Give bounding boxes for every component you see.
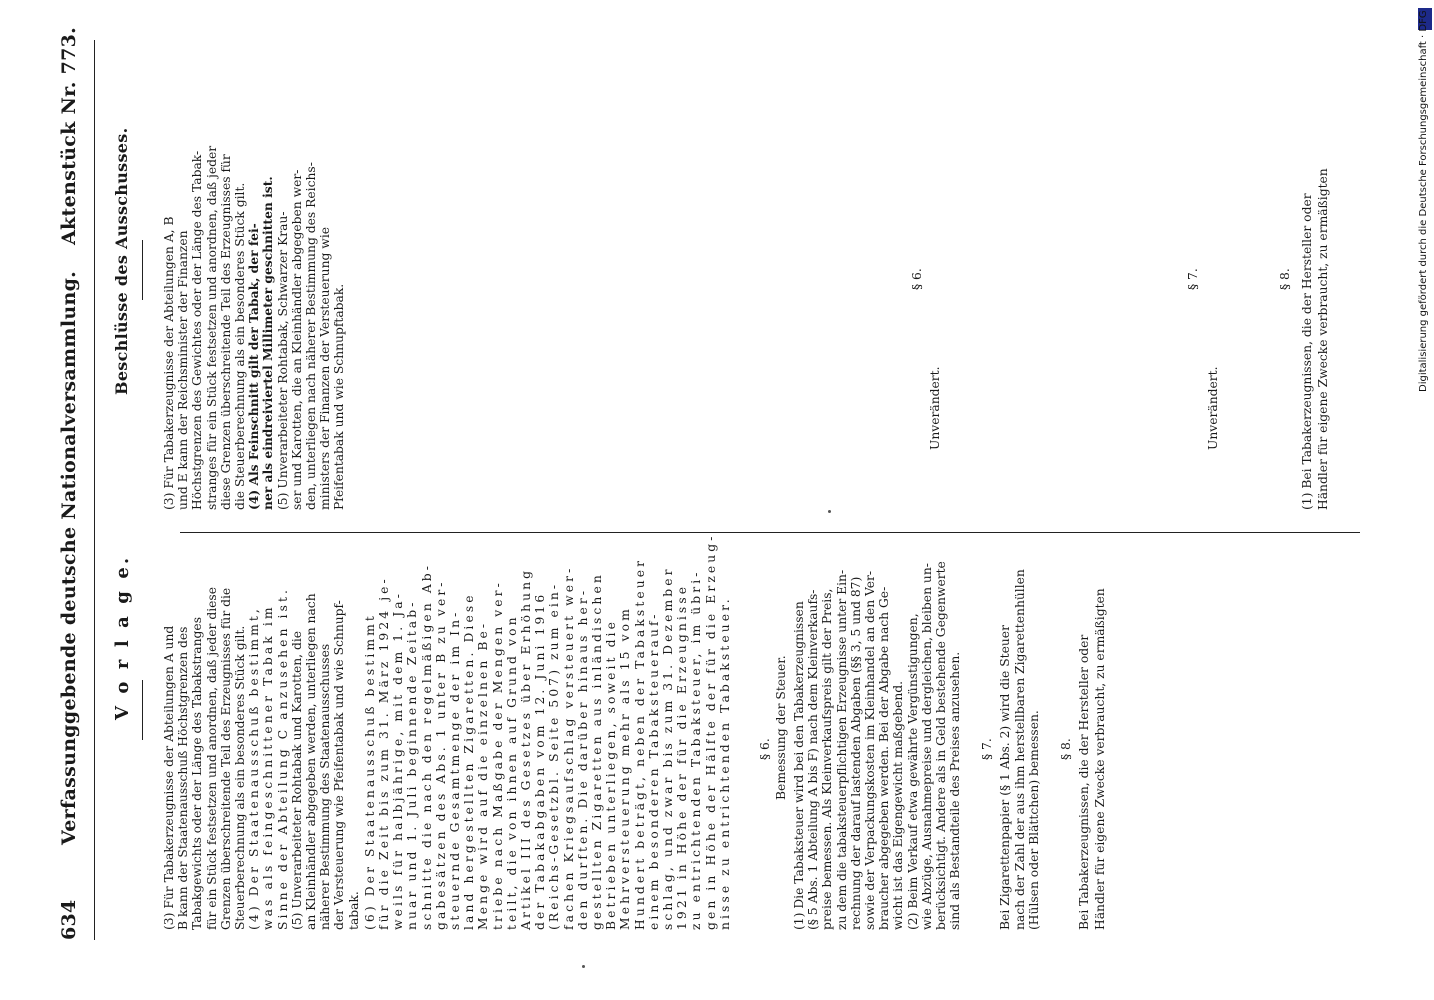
vorlage-para-5-line: an Kleinhändler abgegeben werden, unterliegen nach — [304, 593, 318, 930]
document-label: Aktenstück Nr. 773. — [58, 26, 80, 245]
vorlage-para-6-line: Mehrversteuerung mehr als 15 vom — [618, 606, 633, 930]
vorlage-section-8-title: § 8. — [1059, 738, 1073, 760]
document-title: Verfassunggebende deutsche Nationalversammlung. — [58, 270, 80, 845]
beschluesse-para-5-line: den, unterliegen nach näherer Bestimmung des Reichs- — [304, 162, 318, 510]
vorlage-section-8-line: Händler für eigene Zwecke verbraucht, zu ermäßigten — [1093, 588, 1108, 930]
vorlage-para-6-line: Hundert beträgt, neben der Tabaksteuer — [632, 557, 647, 930]
vorlage-para-6-line: triebe nach Maßgabe der Mengen ver- — [490, 580, 505, 930]
beschluesse-para-5-line: ministers der Finanzen der Versteuerung wie — [318, 226, 333, 510]
vorlage-section-6-para-1-line: wicht ist das Eigengewicht maßgebend. — [891, 680, 906, 930]
vorlage-section-6-para-2-line: wie Abzüge, Ausnahmepreise und dergleichen, bleiben un- — [919, 563, 934, 930]
beschluesse-para-3-line: Höchstgrenzen des Gewichtes oder der Länge des Tabak- — [190, 150, 205, 510]
vorlage-para-3-line: für ein Stück festsetzen und anordnen, daß jeder diese — [204, 586, 219, 930]
beschluesse-heading-rule — [142, 240, 143, 300]
vorlage-heading-rule — [142, 680, 143, 740]
vorlage-section-7-line: (Hülsen oder Blättchen) bemessen. — [1026, 710, 1041, 930]
vorlage-para-6-line: gabesätzen des Abs. 1 unter B zu ver- — [433, 579, 448, 930]
vorlage-para-3-line: (3) Für Tabakerzeugnisse der Abteilungen A und — [162, 625, 176, 930]
vorlage-section-7-line: nach der Zahl der aus ihm herstellbaren Zigarettenhüllen — [1012, 569, 1027, 930]
vorlage-para-6-line: für die Zeit bis zum 31. März 1924 je- — [377, 576, 391, 930]
vorlage-para-4-line: (4) Der Staatenausschuß bestimmt, — [247, 606, 262, 930]
dfg-credit: Digitalisierung gefördert durch die Deutsche Forschungsgemeinschaft · DFG — [1418, 10, 1429, 392]
vorlage-section-6-para-1-line: preise bemessen. Als Kleinverkaufspreis gilt der Preis, — [820, 588, 835, 930]
beschluesse-para-5-line: (5) Unverarbeiteter Rohtabak, Schwarzer Krau- — [275, 211, 290, 510]
beschluesse-para-3-line: stranges für ein Stück festsetzen und anordnen, daß jeder — [204, 145, 219, 510]
vorlage-para-6-line: der Tabakabgaben vom 12. Juni 1916 — [533, 591, 548, 930]
beschluesse-para-3-line: und E kann der Reichsminister der Finanzen — [176, 230, 191, 510]
vorlage-para-6-line: weils für halbjährige, mit dem 1. Ja- — [391, 591, 406, 930]
vorlage-para-5-line: näherer Bestimmung des Staatenausschusses — [318, 643, 333, 930]
vorlage-section-6-para-1-line: braucher abgegeben werden. Bei der Abgabe nach Ge- — [877, 586, 892, 930]
vorlage-para-5-line: der Versteuerung wie Pfeifentabak und wie Schnupf- — [332, 600, 347, 930]
vorlage-para-6-line: Betrieben unterliegen, soweit die — [604, 619, 619, 930]
beschluesse-section-8-line: (1) Bei Tabakerzeugnissen, die der Hersteller oder — [1300, 193, 1314, 510]
vorlage-para-6-line: nuar und 1. Juli beginnende Zeitab- — [405, 599, 420, 930]
vorlage-section-6-para-1-line: (§ 5 Abs. 1 Abteilung A bis F) nach dem Kleinverkaufs- — [806, 589, 821, 930]
vorlage-section-8-line: Bei Tabakerzeugnissen, die der Hersteller oder — [1077, 634, 1091, 930]
beschluesse-para-4-line: (4) Als Feinschnitt gilt der Tabak, der fei- — [246, 223, 262, 510]
vorlage-para-6-line: steuernde Gesamtmenge der im In- — [448, 609, 462, 930]
beschluesse-section-7-title: § 7. — [1186, 268, 1200, 290]
vorlage-para-5-line: (5) Unverarbeiteter Rohtabak und Karotten, die — [289, 630, 304, 930]
vorlage-para-6-line: fachen Kriegsaufschlag versteuert wer- — [561, 565, 576, 930]
vorlage-section-6-para-1-line: rechnung der darauf lastenden Abgaben (§§ 3, 5 und 87) — [848, 576, 863, 930]
beschluesse-para-5-line: ser und Karotten, die an Kleinhändler abgegeben wer- — [289, 169, 304, 510]
vorlage-para-6-line: (Reichs-Gesetzbl. Seite 507) zum ein- — [547, 581, 562, 930]
beschluesse-section-6-title: § 6. — [910, 268, 924, 290]
vorlage-para-4-line: was als feingeschnittener Tabak im — [261, 604, 276, 930]
beschluesse-para-5-line: Pfeifentabak und wie Schnupftabak. — [332, 283, 347, 510]
vorlage-para-5-line: tabak. — [346, 891, 361, 930]
vorlage-para-3-line: Grenzen überschreitende Teil des Erzeugnisses für die — [218, 587, 233, 930]
vorlage-section-7-title: § 7. — [980, 738, 995, 760]
vorlage-para-6-line: zu entrichtenden Tabaksteuer, im übri- — [689, 569, 704, 930]
beschluesse-para-3-line: die Steuerberechnung als ein besonderes Stück gilt. — [233, 182, 247, 510]
vorlage-para-6-line: 1921 in Höhe der für die Erzeugnisse — [675, 583, 690, 930]
page-number: 634 — [58, 899, 80, 940]
beschluesse-heading: Beschlüsse des Ausschusses. — [112, 127, 131, 395]
vorlage-para-4-line: Sinne der Abteilung C anzusehen ist. — [275, 586, 290, 930]
vorlage-section-6-para-2-line: sind als Bestandteile des Preises anzusehen. — [948, 651, 963, 930]
vorlage-para-6-line: Artikel III des Gesetzes über Erhöhung — [519, 567, 533, 930]
beschluesse-section-8-title: § 8. — [1278, 268, 1292, 290]
scan-speck — [582, 965, 585, 968]
beschluesse-para-3-line: (3) Für Tabakerzeugnisse der Abteilungen A, B — [162, 216, 176, 510]
vorlage-para-6-line: Menge wird auf die einzelnen Be- — [476, 620, 491, 930]
beschluesse-para-4-line: ner als eindreiviertel Millimeter geschnitten ist. — [260, 176, 276, 510]
scan-speck — [828, 510, 831, 513]
vorlage-para-6-line: schlag, und zwar bis zum 31. Dezember — [661, 566, 675, 930]
vorlage-section-6-para-1-line: sowie der Verpackungskosten im Kleinhandel an den Ver- — [863, 570, 877, 930]
vorlage-para-6-line: den durften. Die darüber hinaus her- — [575, 587, 590, 930]
vorlage-section-6-para-2-line: berücksichtigt. Andere als in Geld bestehende Gegenwerte — [934, 561, 948, 930]
vorlage-heading: V o r l a g e. — [112, 554, 133, 720]
vorlage-para-3-line: B kann der Staatenausschuß Höchstgrenzen des — [176, 626, 191, 930]
vorlage-section-6-para-1-line: (1) Die Tabaksteuer wird bei den Tabakerzeugnissen — [792, 601, 806, 930]
vorlage-para-6-line: schnitte die nach den regelmäßigen Ab- — [419, 562, 434, 930]
vorlage-para-3-line: Tabakgewichts oder der Länge des Tabakstranges — [190, 617, 205, 930]
vorlage-para-6-line: (6) Der Staatenausschuß bestimmt — [362, 613, 377, 930]
beschluesse-section-7-text: Unverändert. — [1206, 366, 1220, 450]
header-rule — [94, 40, 95, 940]
vorlage-para-6-line: einem besonderen Tabaksteuerauf- — [646, 611, 661, 930]
column-divider — [180, 532, 1360, 533]
vorlage-para-6-line: gen in Höhe der Hälfte der für die Erzeug- — [703, 533, 718, 930]
vorlage-section-7-line: Bei Zigarettenpapier (§ 1 Abs. 2) wird die Steuer — [998, 625, 1013, 930]
beschluesse-section-6-text: Unverändert. — [928, 366, 942, 450]
vorlage-para-3-line: Steuerberechnung als ein besonderes Stück gilt. — [233, 625, 247, 930]
vorlage-section-6-para-2-line: (2) Beim Verkauf etwa gewährte Vergünstigungen, — [905, 613, 920, 930]
vorlage-section-6-para-1-line: zu dem die tabaksteuerpflichtigen Erzeugnisse unter Ein- — [834, 569, 849, 930]
vorlage-para-6-line: land hergestellten Zigaretten. Diese — [462, 592, 477, 930]
vorlage-para-6-line: nisse zu entrichtenden Tabaksteuer. — [717, 596, 732, 930]
vorlage-section-6-title: § 6. — [758, 738, 772, 760]
vorlage-para-6-line: teilt, die von ihnen auf Grund von — [504, 614, 519, 930]
beschluesse-section-8-line: Händler für eigene Zwecke verbraucht, zu ermäßigten — [1316, 168, 1331, 510]
beschluesse-para-3-line: diese Grenzen überschreitende Teil des Erzeugnisses für — [218, 154, 233, 510]
vorlage-para-6-line: gestellten Zigaretten aus inländischen — [590, 572, 604, 930]
vorlage-section-6-subtitle: Bemessung der Steuer. — [774, 655, 788, 800]
